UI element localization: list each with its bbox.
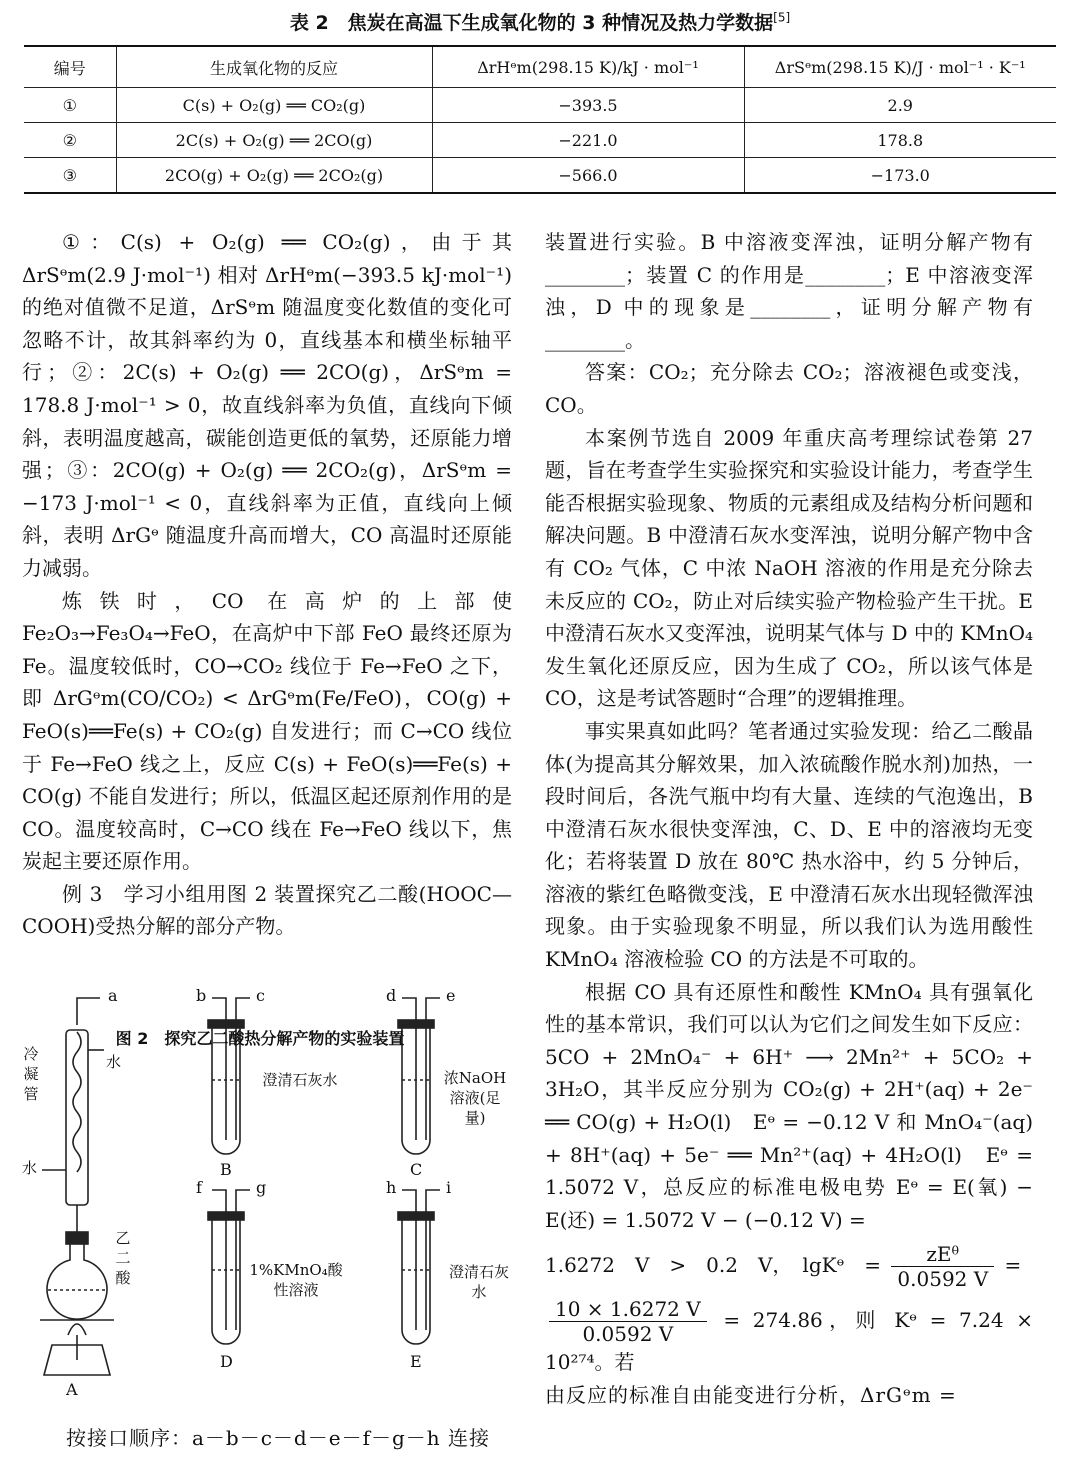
port-f-label: f <box>196 1178 202 1197</box>
fraction-zE-denominator: 0.0592 V <box>897 1267 989 1292</box>
port-h-label: h <box>386 1178 397 1197</box>
row-enthalpy: −393.5 <box>432 88 744 123</box>
table-caption: 表 2 焦炭在高温下生成氧化物的 3 种情况及热力学数据[5] <box>289 10 791 34</box>
port-a-label: a <box>108 986 118 1005</box>
acid-label: 乙二酸 <box>115 1229 131 1287</box>
paragraph-ironmaking: 炼铁时，CO 在高炉的上部使 Fe₂O₃→Fe₃O₄→FeO，在高炉中下部 FeO 最终还原为 Fe。温度较低时，CO→CO₂ 线位于 Fe→FeO 之下，即 ΔrGᶱm(CO/CO₂) < ΔrGᶱm(Fe/FeO)，CO(g) + FeO(s)══Fe(s) + CO₂(g) 自发进行；而 C→CO 线位于 Fe→FeO 线之上，反应 C(s) + FeO(s)══Fe(s) + CO(g) 不能自发进行；所以，低温区起还原剂作用的是 CO。温度较高时，C→CO 线在 Fe→FeO 线以下，焦炭起主要还原作用。 <box>22 588 512 874</box>
table-caption-ref: [5] <box>773 10 791 25</box>
row-id: ③ <box>24 158 116 194</box>
row-entropy: −173.0 <box>744 158 1056 194</box>
apparatus-E-label: E <box>410 1352 422 1371</box>
condenser-label: 冷凝管 <box>23 1045 39 1103</box>
paragraph-connection-order: 按接口顺序：a－b－c－d－e－f－g－h 连接 <box>66 1426 491 1450</box>
paragraph-question-blanks: 装置进行实验。B 中溶液变浑浊，证明分解产物有________；装置 C 的作用是________；E 中溶液变浑浊，D 中的现象是________，证明分解产物有________。 <box>545 230 1033 352</box>
row-id: ② <box>24 123 116 158</box>
row-id: ① <box>24 88 116 123</box>
tube-E-stopper <box>398 1212 434 1220</box>
table-header-row <box>24 46 1056 88</box>
port-d-label: d <box>386 986 397 1005</box>
tube-E-content-label: 澄清石灰水 <box>448 1263 509 1301</box>
equation-K-tail: = 274.86，则 Kᶱ = 7.24 × 10²⁷⁴。若 <box>545 1308 1034 1375</box>
apparatus-C-label: C <box>410 1160 423 1179</box>
fraction-zE <box>891 1242 994 1291</box>
figure-caption: 图 2 探究乙二酸热分解产物的实验装置 <box>115 1029 405 1048</box>
table-row <box>24 123 1056 158</box>
paragraph-gibbs-analysis: 由反应的标准自由能变进行分析，ΔrGᶱm = <box>545 1383 957 1407</box>
table-row <box>24 88 1056 123</box>
table-row <box>24 158 1056 194</box>
equation-lgK-lhs: 1.6272 V > 0.2 V， lgKᶱ = <box>545 1253 882 1278</box>
water-out-label: 水 <box>106 1053 122 1071</box>
tube-B-content-label: 澄清石灰水 <box>262 1071 338 1089</box>
paragraph-entropy-analysis: ①：C(s) + O₂(g) ══ CO₂(g)，由于其 ΔrSᶱm(2.9 J·mol⁻¹) 相对 ΔrHᶱm(−393.5 kJ·mol⁻¹) 的绝对值微不足道，ΔrSᶱm 随温度变化数值的变化可忽略不计，故其斜率约为 0，直线基本和横坐标轴平行；②：2C(s) + O₂(g) ══ 2CO(g)，ΔrSᶱm = 178.8 J·mol⁻¹ > 0，故直线斜率为负值，直线向下倾斜，表明温度越高，碳能创造更低的氧势，还原能力增强；③：2CO(g) + O₂(g) ══ 2CO₂(g)，ΔrSᶱm = −173 J·mol⁻¹ < 0，直线斜率为正值，直线向上倾斜，表明 ΔrGᶱ 随温度升高而增大，CO 高温时还原能力减弱。 <box>22 230 512 580</box>
stopper-a <box>66 1232 88 1244</box>
port-i-label: i <box>446 1178 452 1197</box>
equation-lgK <box>545 1242 1033 1291</box>
tube-D-content-label: 1%KMnO₄酸性溶液 <box>249 1261 343 1299</box>
fraction-zE-numerator: zEᶿ <box>891 1242 994 1267</box>
fraction-value-denominator: 0.0592 V <box>582 1322 674 1347</box>
apparatus-D-label: D <box>220 1352 233 1371</box>
round-flask <box>47 1244 107 1319</box>
tube-D-inlet <box>212 1190 226 1330</box>
header-reaction: 生成氧化物的反应 <box>116 46 432 88</box>
tube-E-inlet <box>402 1190 416 1330</box>
condenser-tube <box>66 1030 88 1205</box>
flame <box>68 1324 86 1335</box>
port-b-label: b <box>196 986 207 1005</box>
right-column <box>545 226 1033 1412</box>
tube-D-stopper <box>208 1212 244 1220</box>
row-reaction: 2CO(g) + O₂(g) ══ 2CO₂(g) <box>116 158 432 194</box>
paragraph-answer: 答案：CO₂；充分除去 CO₂；溶液褪色或变浅，CO。 <box>545 360 1033 417</box>
paragraph-case-analysis: 本案例节选自 2009 年重庆高考理综试卷第 27 题，旨在考查学生实验探究和实验设计能力，考查学生能否根据实验现象、物质的元素组成及结构分析问题和解决问题。B 中澄清石灰水变浑浊，说明分解产物中含有 CO₂ 气体，C 中浓 NaOH 溶液的作用是充分除去未反应的 CO₂，防止对后续实验产物检验产生干扰。E 中澄清石灰水又变浑浊，说明某气体与 D 中的 KMnO₄ 发生氧化还原反应，因为生成了 CO₂，所以该气体是 CO，这是考试答题时“合理”的逻辑推理。 <box>545 425 1033 711</box>
paragraph-experiment-findings: 事实果真如此吗？笔者通过实验发现：给乙二酸晶体(为提高其分解效果，加入浓硫酸作脱水剂)加热，一段时间后，各洗气瓶中均有大量、连续的气泡逸出，B 中澄清石灰水很快变浑浊，C、D、E 中的溶液均无变化；若将装置 D 放在 80℃ 热水浴中，约 5 分钟后，溶液的紫红色略微变浅，E 中澄清石灰水出现轻微浑浊现象。由于实验现象不明显，所以我们认为选用酸性 KMnO₄ 溶液检验 CO 的方法是不可取的。 <box>545 718 1033 972</box>
equation-K-value <box>545 1297 1033 1379</box>
thermo-table <box>24 45 1056 194</box>
header-entropy: ΔrSᶱm(298.15 K)/J · mol⁻¹ · K⁻¹ <box>744 46 1056 88</box>
row-reaction: 2C(s) + O₂(g) ══ 2CO(g) <box>116 123 432 158</box>
row-entropy: 178.8 <box>744 123 1056 158</box>
row-enthalpy: −566.0 <box>432 158 744 194</box>
water-in-label: 水 <box>22 1159 38 1177</box>
port-g-label: g <box>256 1178 267 1197</box>
paragraph-electrode-potential: 根据 CO 具有还原性和酸性 KMnO₄ 具有强氧化性的基本常识，我们可以认为它们之间发生如下反应：5CO + 2MnO₄⁻ + 6H⁺ ⟶ 2Mn²⁺ + 5CO₂ + 3H₂O，其半反应分别为 CO₂(g) + 2H⁺(aq) + 2e⁻ ══ CO(g) + H₂O(l) Eᶱ = −0.12 V 和 MnO₄⁻(aq) + 8H⁺(aq) + 5e⁻ ══ Mn²⁺(aq) + 4H₂O(l) Eᶱ = 1.5072 V，总反应的标准电极电势 Eᶱ = E(氧) − E(还) = 1.5072 V − (−0.12 V) = <box>545 979 1033 1232</box>
port-c-label: c <box>256 986 265 1005</box>
fraction-value <box>549 1297 707 1346</box>
equation-lgK-tail: = <box>1004 1253 1022 1278</box>
row-entropy: 2.9 <box>744 88 1056 123</box>
tube-E-outlet <box>426 1190 440 1330</box>
fraction-value-numerator: 10 × 1.6272 V <box>549 1297 707 1322</box>
row-reaction: C(s) + O₂(g) ══ CO₂(g) <box>116 88 432 123</box>
condenser-outlet-a <box>77 998 100 1025</box>
tube-C-content-label: 浓NaOH溶液(足量) <box>443 1069 507 1127</box>
row-enthalpy: −221.0 <box>432 123 744 158</box>
apparatus-A-label: A <box>66 1380 78 1399</box>
header-id: 编号 <box>24 46 116 88</box>
apparatus-B-label: B <box>220 1160 232 1179</box>
left-column <box>22 226 512 943</box>
paragraph-example-3: 例 3 学习小组用图 2 装置探究乙二酸(HOOC—COOH)受热分解的部分产物。 <box>22 881 512 939</box>
condenser-coil <box>73 1032 81 1172</box>
header-enthalpy: ΔrHᶱm(298.15 K)/kJ · mol⁻¹ <box>432 46 744 88</box>
port-e-label: e <box>446 986 456 1005</box>
